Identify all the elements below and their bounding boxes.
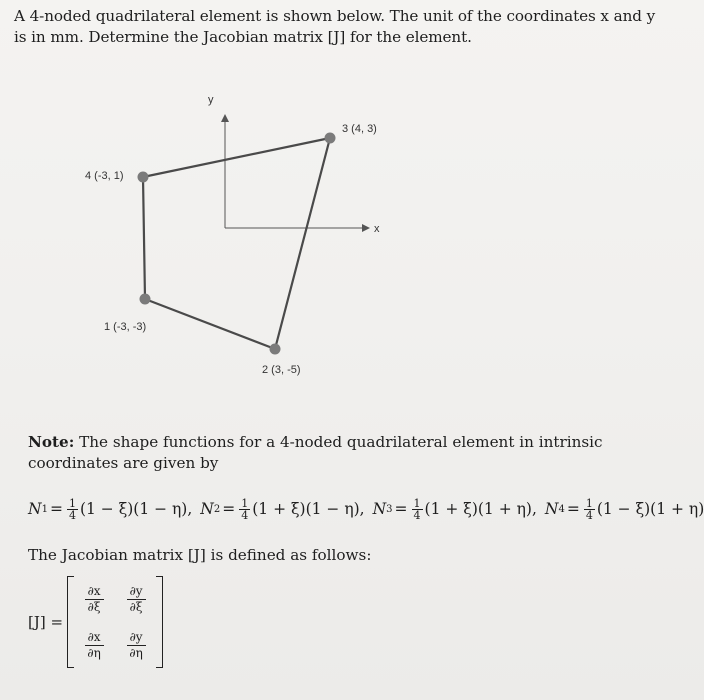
- matrix-cell: [73, 622, 115, 668]
- y-axis-label: y: [208, 94, 214, 106]
- sf-den: 4: [68, 508, 76, 522]
- sf-sub: 1: [41, 503, 48, 515]
- sf-num: 1: [241, 496, 249, 510]
- note-paragraph: [28, 432, 654, 474]
- sf-name: N: [544, 500, 559, 518]
- node-1-label: 1 (-3, -3): [104, 321, 147, 333]
- sf-expr: (1 − ξ)(1 + η): [596, 500, 704, 518]
- pd-top: ∂y: [127, 630, 146, 646]
- shape-functions: [28, 487, 704, 531]
- jacobian-matrix: [28, 574, 163, 670]
- node-2-label: 2 (3, -5): [262, 364, 301, 376]
- sf-name: N: [28, 500, 42, 518]
- sf-sub: 4: [558, 503, 565, 515]
- sf-den: 4: [241, 508, 249, 522]
- x-axis-label: x: [374, 223, 380, 235]
- shape-function-n4: [545, 498, 704, 521]
- problem-statement: A 4-noded quadrilateral element is shown below. The unit of the coordinates x and y is in mm. Determine the Jacobian matrix [J] for the element.: [14, 7, 656, 46]
- sf-fraction: [67, 498, 78, 521]
- pd-bottom: ∂ξ: [87, 599, 101, 614]
- sf-eq: =: [222, 500, 236, 518]
- pd-bottom: ∂η: [129, 645, 143, 660]
- note-label: Note:: [28, 433, 75, 451]
- jacobian-definition: The Jacobian matrix [J] is defined as follows:: [28, 546, 372, 564]
- sf-den: 4: [585, 508, 593, 522]
- sf-name: N: [372, 500, 387, 518]
- sf-fraction: [584, 498, 595, 521]
- matrix-cell: [115, 576, 157, 622]
- node-3-label: 3 (4, 3): [342, 123, 377, 135]
- sf-name: N: [200, 500, 214, 518]
- shape-function-n2: [200, 498, 370, 521]
- sf-num: 1: [68, 496, 76, 510]
- pd-bottom: ∂ξ: [129, 599, 143, 614]
- sf-expr: (1 + ξ)(1 + η),: [424, 500, 537, 518]
- sf-sub: 2: [213, 503, 221, 515]
- pd-bottom: ∂η: [87, 645, 101, 660]
- sf-eq: =: [49, 500, 63, 518]
- pd-top: ∂y: [127, 584, 146, 600]
- matrix-cell: [73, 576, 115, 622]
- sf-expr: (1 + ξ)(1 − η),: [252, 500, 365, 518]
- node-3: [325, 133, 336, 144]
- sf-fraction: [412, 498, 423, 521]
- element-edges: [143, 138, 330, 349]
- sf-eq: =: [394, 500, 408, 518]
- node-4: [138, 172, 149, 183]
- note-text: The shape functions for a 4-noded quadrilateral element in intrinsic coordinates are given by: [28, 433, 603, 472]
- sf-num: 1: [413, 496, 421, 510]
- pd-top: ∂x: [85, 630, 104, 646]
- node-4-label: 4 (-3, 1): [85, 170, 124, 182]
- node-1: [140, 294, 151, 305]
- sf-num: 1: [585, 496, 593, 510]
- sf-sub: 3: [386, 503, 393, 515]
- matrix-body: [67, 576, 163, 668]
- node-2: [270, 344, 281, 355]
- shape-function-n3: [373, 498, 543, 521]
- sf-eq: =: [566, 500, 580, 518]
- shape-function-n1: [28, 498, 198, 521]
- sf-expr: (1 − ξ)(1 − η),: [79, 500, 193, 518]
- jacobian-lhs: [J] =: [28, 613, 64, 631]
- pd-top: ∂x: [85, 584, 104, 600]
- matrix-cell: [115, 622, 157, 668]
- sf-den: 4: [413, 508, 421, 522]
- sf-fraction: [239, 498, 250, 521]
